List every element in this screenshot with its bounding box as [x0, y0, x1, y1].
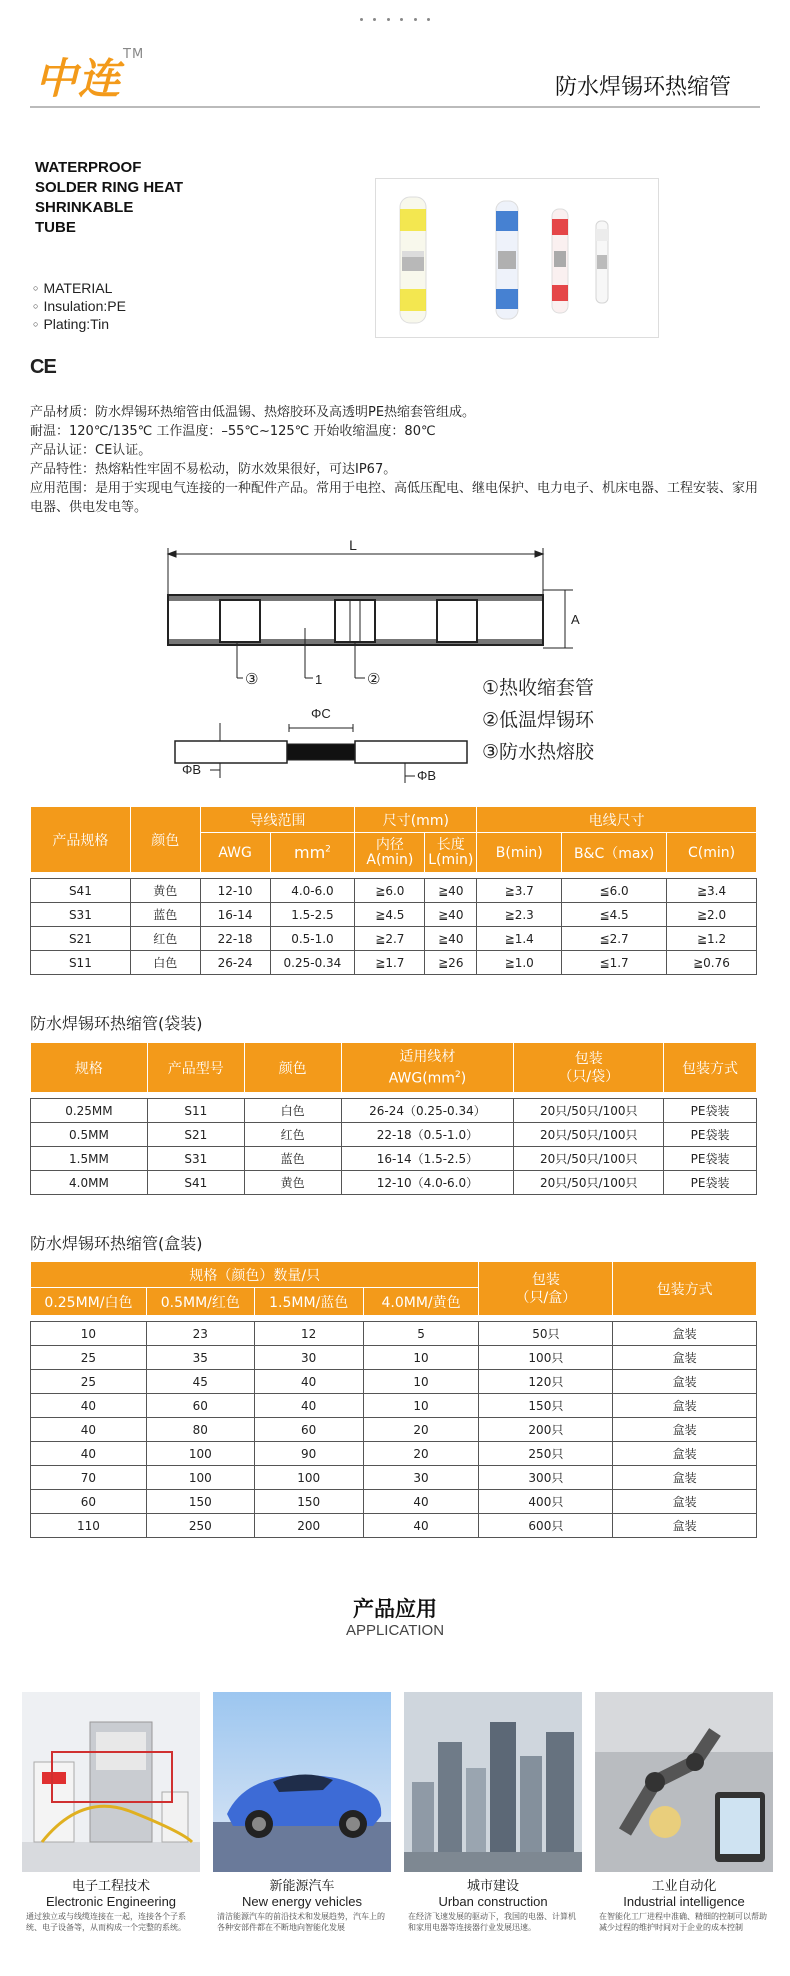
table-cell: 红色 [244, 1123, 341, 1147]
header-spec: 规格 [31, 1043, 148, 1093]
blue-tube-image [496, 201, 518, 319]
page-indicator-dots [360, 18, 430, 26]
table-cell: 250只 [479, 1442, 613, 1466]
table-cell: 0.25-0.34 [270, 951, 355, 975]
header-divider [30, 106, 760, 108]
spec-table [30, 806, 757, 975]
ce-mark: CE [30, 356, 56, 378]
table-cell: 45 [146, 1370, 254, 1394]
app-description: 在智能化工厂进程中准确、精细的控制可以帮助减少过程的维护时间对于企业的成本控制 [599, 1912, 767, 1932]
application-card-industrial [595, 1692, 773, 1933]
table-cell: 40 [31, 1418, 147, 1442]
table-cell: 50只 [479, 1322, 613, 1346]
table-cell: 盒装 [613, 1466, 757, 1490]
header-cable-size: 电线尺寸 [477, 807, 757, 833]
header-color: 颜色 [244, 1043, 341, 1093]
table-cell: 10 [31, 1322, 147, 1346]
table-cell: 60 [31, 1490, 147, 1514]
table-cell: 150 [254, 1490, 363, 1514]
table-cell: 10 [363, 1370, 479, 1394]
table-cell: 盒装 [613, 1322, 757, 1346]
table-cell: 盒装 [613, 1442, 757, 1466]
table-row [31, 1490, 757, 1514]
table-cell: 150 [146, 1490, 254, 1514]
table-row [31, 879, 757, 903]
header-05mm: 0.5MM/红色 [146, 1288, 254, 1316]
table-cell: 蓝色 [244, 1147, 341, 1171]
application-card-vehicles [213, 1692, 391, 1933]
table-row [31, 1123, 757, 1147]
table-cell: 30 [363, 1466, 479, 1490]
table-cell: S41 [31, 879, 131, 903]
table-cell: 5 [363, 1322, 479, 1346]
product-description: 产品材质：防水焊锡环热缩管由低温锡、热熔胶环及高透明PE热缩套管组成。 耐温：120℃/135℃ 工作温度：–55℃~125℃ 开始收缩温度：80℃ 产品认证：CE认证。 产品特性：热熔粘性牢固不易松动，防水效果很好，可达IP67。 应用范围：是用于实现电气连接的一种配件产品。常用于电控、高低压配电、继电保护、电力电子、机床电器、工程安装、家用电器、供电发电等。 [30, 405, 759, 515]
table-cell: 12 [254, 1322, 363, 1346]
table-cell: 25 [31, 1370, 147, 1394]
table-cell: 红色 [130, 927, 200, 951]
table-row [31, 1099, 757, 1123]
app-en-label: New energy vehicles [242, 1894, 362, 1909]
header-size: 尺寸(mm) [355, 807, 477, 833]
material-item: ○ MATERIAL [33, 279, 126, 297]
bag-table [30, 1042, 757, 1195]
table-row [31, 951, 757, 975]
header-spec-group: 规格（颜色）数量/只 [31, 1262, 479, 1288]
table-row [31, 903, 757, 927]
table-cell: 盒装 [613, 1418, 757, 1442]
header-wire: 适用线材 $AWG(mm^2)$ [341, 1043, 514, 1093]
yellow-tube-image [400, 197, 426, 323]
diagram-label-phic: ΦC [311, 706, 331, 721]
app-description: 清洁能源汽车的前沿技术和发展趋势，汽车上的各种安部件都在不断地向智能化发展 [217, 1912, 385, 1932]
table-row [31, 1147, 757, 1171]
table-cell: 4.0MM [31, 1171, 148, 1195]
table-cell: 盒装 [613, 1370, 757, 1394]
legend-item: ①热收缩套管 [482, 677, 595, 699]
table-cell: 10 [363, 1346, 479, 1370]
table-cell: 250 [146, 1514, 254, 1538]
electronic-engineering-image [22, 1692, 200, 1872]
box-section-title: 防水焊锡环热缩管(盒装) [30, 1234, 203, 1253]
diagram-label-l: L [349, 538, 357, 553]
table-cell: 400只 [479, 1490, 613, 1514]
table-cell: 12-10 [200, 879, 270, 903]
table-cell: 40 [31, 1442, 147, 1466]
table-cell: S21 [147, 1123, 244, 1147]
table-cell: ≧2.7 [355, 927, 425, 951]
table-cell: 12-10（4.0-6.0） [341, 1171, 514, 1195]
white-tube-image [596, 221, 608, 303]
table-cell: 黄色 [130, 879, 200, 903]
table-cell: PE袋装 [664, 1099, 757, 1123]
table-cell: 1.5MM [31, 1147, 148, 1171]
product-english-title: WATERPROOF SOLDER RING HEAT SHRINKABLE TUBE [35, 159, 184, 236]
table-cell: 600只 [479, 1514, 613, 1538]
table-cell: ≧2.3 [477, 903, 562, 927]
page-title: 防水焊锡环热缩管 [555, 75, 732, 100]
table-cell: ≦1.7 [562, 951, 667, 975]
table-row [31, 1418, 757, 1442]
diagram-label-phib-right: ΦB [417, 768, 437, 783]
brand-logo: 中连 ™ [35, 47, 145, 103]
table-cell: 100只 [479, 1346, 613, 1370]
table-cell: 60 [146, 1394, 254, 1418]
table-cell: ≧6.0 [355, 879, 425, 903]
header-pack-method: 包装方式 [664, 1043, 757, 1093]
table-row [31, 1346, 757, 1370]
app-description: 通过独立或与线缆连接在一起，连接各个子系统、电子设备等，从而构成一个完整的系统。 [26, 1912, 186, 1932]
box-table [30, 1261, 757, 1538]
legend-item: ②低温焊锡环 [482, 709, 595, 731]
diagram-label-phib-left: ΦB [182, 762, 202, 777]
table-cell: 80 [146, 1418, 254, 1442]
table-row [31, 927, 757, 951]
table-cell: 70 [31, 1466, 147, 1490]
table-cell: S31 [31, 903, 131, 927]
app-en-label: Electronic Engineering [45, 1894, 177, 1909]
header-model: 产品规格 [31, 807, 131, 873]
table-cell: 0.5-1.0 [270, 927, 355, 951]
app-cn-label: 新能源汽车 [269, 1879, 335, 1894]
table-cell: 4.0-6.0 [270, 879, 355, 903]
app-cn-label: 工业自动化 [651, 1879, 717, 1894]
header-color: 颜色 [130, 807, 200, 873]
table-cell: 100 [254, 1466, 363, 1490]
new-energy-vehicle-image [213, 1692, 391, 1872]
table-cell: 16-14 [200, 903, 270, 927]
header-025mm: 0.25MM/白色 [31, 1288, 147, 1316]
table-cell: ≧40 [425, 927, 477, 951]
table-cell: ≧26 [425, 951, 477, 975]
header-bc: B&C（max) [562, 833, 667, 873]
table-cell: PE袋装 [664, 1147, 757, 1171]
table-cell: 20只/50只/100只 [514, 1123, 664, 1147]
table-cell: ≧1.2 [667, 927, 757, 951]
table-cell: 1.5-2.5 [270, 903, 355, 927]
table-row [31, 1171, 757, 1195]
table-cell: ≧1.7 [355, 951, 425, 975]
product-photo [375, 178, 659, 338]
table-row [31, 1466, 757, 1490]
table-cell: 100 [146, 1466, 254, 1490]
table-cell: 10 [363, 1394, 479, 1418]
header-pack-method: 包装方式 [613, 1262, 757, 1316]
table-cell: 白色 [244, 1099, 341, 1123]
diagram-label-a: A [571, 612, 580, 627]
table-cell: ≦2.7 [562, 927, 667, 951]
table-cell: 26-24（0.25-0.34） [341, 1099, 514, 1123]
diagram-callout-2: ② [367, 670, 381, 688]
table-cell: 35 [146, 1346, 254, 1370]
table-cell: 120只 [479, 1370, 613, 1394]
header-15mm: 1.5MM/蓝色 [254, 1288, 363, 1316]
material-item: ○ Plating:Tin [33, 315, 126, 333]
header-model: 产品型号 [147, 1043, 244, 1093]
table-cell: ≧1.0 [477, 951, 562, 975]
table-cell: 22-18 [200, 927, 270, 951]
table-cell: 26-24 [200, 951, 270, 975]
table-cell: 0.25MM [31, 1099, 148, 1123]
table-cell: PE袋装 [664, 1171, 757, 1195]
urban-construction-image [404, 1692, 582, 1872]
table-cell: S11 [147, 1099, 244, 1123]
table-cell: 盒装 [613, 1346, 757, 1370]
table-cell: 300只 [479, 1466, 613, 1490]
table-row [31, 1514, 757, 1538]
table-cell: 150只 [479, 1394, 613, 1418]
table-cell: 90 [254, 1442, 363, 1466]
red-tube-image [552, 209, 568, 313]
table-cell: ≧0.76 [667, 951, 757, 975]
table-cell: 200 [254, 1514, 363, 1538]
table-cell: 200只 [479, 1418, 613, 1442]
table-cell: 100 [146, 1442, 254, 1466]
table-cell: 30 [254, 1346, 363, 1370]
app-cn-label: 城市建设 [466, 1879, 519, 1894]
application-title: 产品应用 [353, 1597, 437, 1621]
table-cell: 20只/50只/100只 [514, 1147, 664, 1171]
application-card-electronic [22, 1692, 200, 1933]
table-cell: ≧1.4 [477, 927, 562, 951]
app-en-label: Industrial intelligence [623, 1894, 745, 1909]
app-en-label: Urban construction [438, 1894, 548, 1909]
bag-section-title: 防水焊锡环热缩管(袋装) [30, 1014, 203, 1033]
table-row [31, 1370, 757, 1394]
table-cell: ≧3.7 [477, 879, 562, 903]
header-wire-range: 导线范围 [200, 807, 355, 833]
material-list [33, 279, 126, 333]
app-cn-label: 电子工程技术 [71, 1879, 150, 1894]
table-cell: S11 [31, 951, 131, 975]
table-cell: PE袋装 [664, 1123, 757, 1147]
table-cell: 盒装 [613, 1394, 757, 1418]
header-mm2: $mm^2$ [270, 833, 355, 873]
diagram-legend [482, 672, 594, 768]
table-cell: 16-14（1.5-2.5） [341, 1147, 514, 1171]
table-cell: 白色 [130, 951, 200, 975]
table-cell: 25 [31, 1346, 147, 1370]
table-cell: ≧2.0 [667, 903, 757, 927]
table-cell: 40 [363, 1514, 479, 1538]
material-item: ○ Insulation:PE [33, 297, 126, 315]
table-cell: ≧40 [425, 903, 477, 927]
table-row [31, 1442, 757, 1466]
table-cell: 40 [31, 1394, 147, 1418]
header-b: B(min) [477, 833, 562, 873]
diagram-callout-3: ③ [245, 670, 259, 688]
table-cell: S41 [147, 1171, 244, 1195]
table-cell: 20 [363, 1442, 479, 1466]
table-row [31, 1394, 757, 1418]
diagram-callout-1: 1 [315, 672, 323, 687]
header-length: 长度 L(min) [425, 833, 477, 873]
table-cell: 22-18（0.5-1.0） [341, 1123, 514, 1147]
table-cell: ≦4.5 [562, 903, 667, 927]
table-cell: 40 [254, 1394, 363, 1418]
header-40mm: 4.0MM/黄色 [363, 1288, 479, 1316]
table-cell: ≧40 [425, 879, 477, 903]
table-cell: 盒装 [613, 1514, 757, 1538]
table-cell: 蓝色 [130, 903, 200, 927]
table-cell: ≦6.0 [562, 879, 667, 903]
table-cell: 20只/50只/100只 [514, 1171, 664, 1195]
app-description: 在经济飞速发展的驱动下，我国的电器、计算机和家用电器等连接器行业发展迅速。 [408, 1912, 576, 1932]
table-cell: 40 [363, 1490, 479, 1514]
table-cell: 20 [363, 1418, 479, 1442]
table-row [31, 1322, 757, 1346]
table-cell: ≧3.4 [667, 879, 757, 903]
header-pack: 包装 （只/袋） [514, 1043, 664, 1093]
table-cell: S31 [147, 1147, 244, 1171]
application-card-urban [404, 1692, 582, 1933]
table-cell: 黄色 [244, 1171, 341, 1195]
header-inner-diameter: 内径 A(min) [355, 833, 425, 873]
table-cell: 20只/50只/100只 [514, 1099, 664, 1123]
header-c: C(min) [667, 833, 757, 873]
table-cell: 0.5MM [31, 1123, 148, 1147]
legend-item: ③防水热熔胶 [482, 741, 595, 763]
table-cell: 23 [146, 1322, 254, 1346]
header-pack: 包装 （只/盒） [479, 1262, 613, 1316]
table-cell: 盒装 [613, 1490, 757, 1514]
table-cell: 40 [254, 1370, 363, 1394]
table-cell: 60 [254, 1418, 363, 1442]
application-subtitle: APPLICATION [345, 1622, 445, 1639]
industrial-automation-image [595, 1692, 773, 1872]
table-cell: S21 [31, 927, 131, 951]
table-cell: ≧4.5 [355, 903, 425, 927]
table-cell: 110 [31, 1514, 147, 1538]
header-awg: AWG [200, 833, 270, 873]
